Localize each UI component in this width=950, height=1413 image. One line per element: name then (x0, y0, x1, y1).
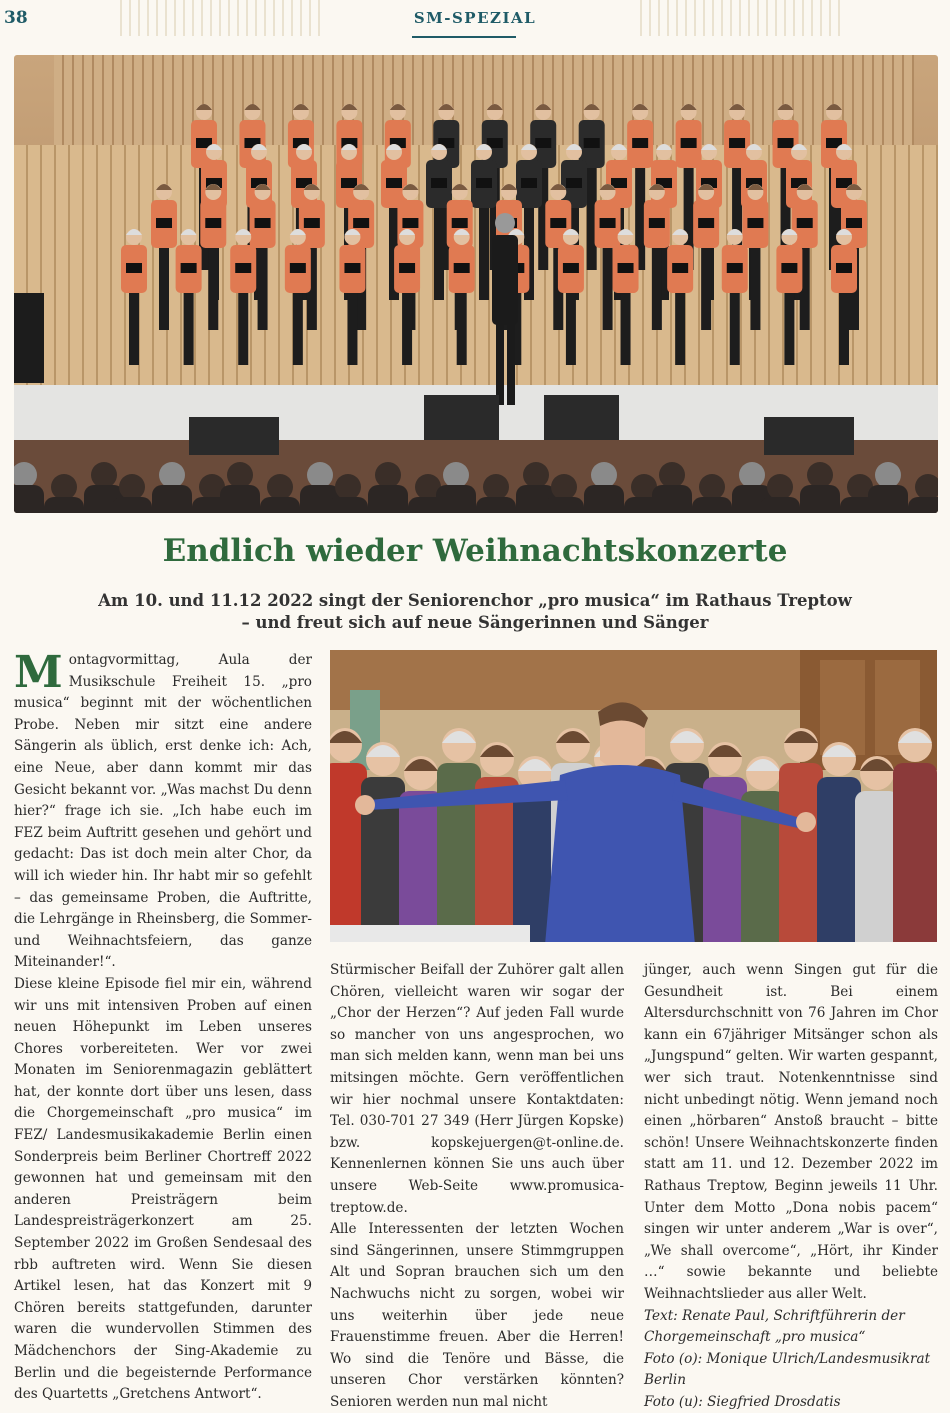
col3-paragraph-1: jünger, auch wenn Singen gut für die Gesundheit ist. Bei einem Altersdurchschnitt von 76 Jahren im Chor kann ein 67jähriger Mitsänger schon als „Jungspund“ gelten. Wir warten gespannt, wer sich traut. Notenkenntnisse sind nicht unbedingt nötig. Wenn jemand noch einen „hörbaren“ Anstoß braucht – bitte schön! Unsere Weihnachtskonzerte finden statt am 11. und 12. Dezember 2022 im Rathaus Treptow, Beginn jeweils 11 Uhr. Unter dem Motto „Dona nobis pacem“ singen wir unter anderem „War is over“, „We shall overcome“, „Hört, ihr Kinder …“ sowie bekannte und beliebte Weihnachtslieder aus aller Welt. (644, 962, 938, 1302)
col2-paragraph-2: Alle Interessenten der letzten Wochen sind Sängerinnen, unsere Stimmgruppen Alt und Sopran brauchen sich um den Nachwuchs nicht zu sorgen, wobei wir uns weiterhin über jede neue Frauenstimme freuen. Aber die Herren! Wo sind die Tenöre und Bässe, die unseren Chor verstärken könnten? Senioren werden nun mal nicht (330, 1221, 624, 1410)
col2-paragraph-1: Stürmischer Beifall der Zuhörer galt allen Chören, vielleicht waren wir sogar der „Chor der Herzen“? Auf jeden Fall wurde so mancher von uns angesprochen, wo man sich melden kann, wenn man bei uns mitsingen möchte. Gern veröffentlichen wir hier nochmal unsere Kontaktdaten: Tel. 030-701 27 349 (Herr Jürgen Kopske) bzw. kopskejuergen@t-online.de. Kennenlernen können Sie uns auch über unsere Web-Seite www.promusica-treptow.de. (330, 962, 624, 1216)
section-underline (412, 36, 516, 38)
photo-credit-top: Foto (o): Monique Ulrich/Landesmusikrat Berlin (644, 1350, 931, 1389)
article-headline: Endlich wieder Weihnachtskonzerte (162, 533, 788, 569)
choir-stage-photo (14, 55, 938, 513)
article-column-1 (14, 647, 312, 1406)
rehearsal-illustration (330, 650, 937, 942)
section-title: SM-SPEZIAL (413, 9, 537, 27)
page-number: 38 (4, 8, 28, 28)
article-column-2 (330, 960, 624, 1413)
page-header (0, 0, 950, 44)
photo-credit-bottom: Foto (u): Siegfried Drosdatis (644, 1393, 841, 1410)
article-column-3 (644, 960, 938, 1413)
choir-stage-illustration (14, 55, 938, 513)
drop-cap: M (14, 647, 63, 698)
text-credit: Text: Renate Paul, Schriftführerin der Chorgemeinschaft „pro musica“ (644, 1307, 905, 1346)
rehearsal-photo (330, 650, 937, 942)
col1-paragraph-2: Diese kleine Episode fiel mir ein, während wir uns mit intensiven Proben auf einen neuen Höhepunkt im Leben unseres Chores vorbereiteten. Wer vor zwei Monaten im Seniorenmagazin geblättert hat, der konnte dort über uns lesen, dass die Chorgemeinschaft „pro musica“ im FEZ/ Landesmusikakademie Berlin einen Sonderpreis beim Berliner Chortreff 2022 gewonnen hat und gemeinsam mit den anderen Preisträgern beim Landespreisträgerkonzert am 25. September 2022 im Großen Sendesaal des rbb auftreten wird. Wenn Sie diesen Artikel lesen, hat das Konzert mit 9 Chören bereits stattgefunden, darunter waren die wundervollen Stimmen des Mädchenchors der Sing-Akademie zu Berlin und die begeisternde Performance des Quartetts „Gretchens Antwort“. (14, 975, 312, 1403)
article-subheadline (40, 590, 910, 634)
subheadline-line-2: – und freut sich auf neue Sängerinnen und Sänger (241, 613, 709, 632)
col1-paragraph-1: ontagvormittag, Aula der Musikschule Freiheit 15. „pro musica“ beginnt mit der wöchentlichen Probe. Neben mir sitzt eine andere Sängerin als üblich, erst denke ich: Ach, eine Neue, aber dann kommt mir das Gesicht bekannt vor. „Was machst Du denn hier?“ frage ich sie. „Ich habe euch im FEZ beim Auftritt gesehen und gehört und gedacht: Das ist doch mein alter Chor, da will ich wieder hin. Ihr habt mir so gefehlt – das gemeinsame Proben, die Auftritte, die Lehrgänge in Rheinsberg, die Sommer- und Weihnachtsfeiern, das ganze Miteinander!“. (14, 652, 312, 971)
subheadline-line-1: Am 10. und 11.12 2022 singt der Seniorenchor „pro musica“ im Rathaus Treptow (98, 591, 852, 610)
intro-paragraph (14, 647, 312, 974)
